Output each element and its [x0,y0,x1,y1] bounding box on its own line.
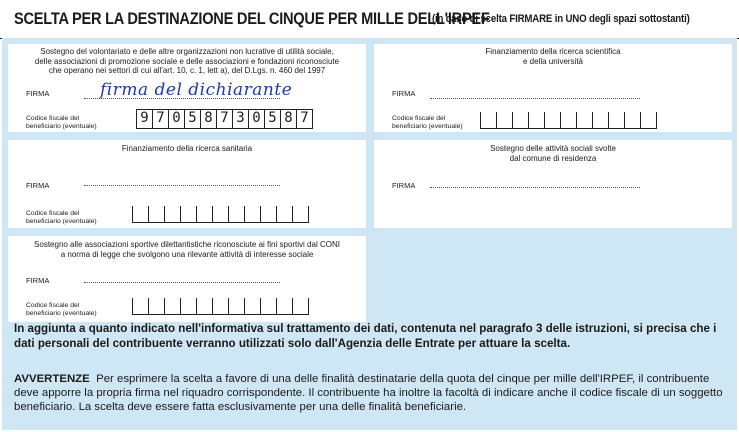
signature: firma del dichiarante [100,80,293,100]
cf-digit[interactable]: 7 [217,109,233,128]
cf-digit[interactable] [561,112,577,128]
codice-fiscale-field[interactable] [132,206,309,223]
cf-digit[interactable] [229,206,245,222]
cf-digit[interactable] [609,112,625,128]
box-heading: Finanziamento della ricerca scientifica e della università [485,47,621,66]
cf-digit[interactable] [277,298,293,314]
cf-digit[interactable] [577,112,593,128]
firma-signature-line[interactable] [84,282,280,283]
warning-body: Per esprimere la scelta a favore di una delle finalità destinatarie della quota del cinque per mille dell'IRPEF, il contribuente deve apporre la propria firma nel riquadro corrispondente. Il contribuente ha inoltre la facoltà di indicare anche il codice fiscale di un soggetto beneficiario. La scelta deve essere fatta esclusivamente per una delle finalità beneficiarie. [14,373,723,413]
cf-label: Codice fiscale del beneficiario (eventuale) [392,115,463,130]
cf-digit[interactable]: 7 [153,109,169,128]
cf-digit[interactable]: 0 [169,109,185,128]
cf-digit[interactable] [133,298,149,314]
firma-label: FIRMA [26,181,50,190]
firma-signature-line[interactable] [84,98,280,99]
cf-label: Codice fiscale del beneficiario (eventuale) [26,302,97,317]
form-title: SCELTA PER LA DESTINAZIONE DEL CINQUE PER MILLE DELL'IRPEF [14,9,490,28]
box-ricerca-sanitaria [8,140,366,228]
firma-label: FIRMA [392,89,416,98]
box-heading: Sostegno del volontariato e delle altre organizzazioni non lucrative di utilità sociale, delle associazioni di promozione sociale e delle associazioni e fondazioni riconosciute che operano nei settori di cui all'art. 10, c. 1, lett a), del D.Lgs. n. 460 del 1997 [34,47,340,75]
warning-label: AVVERTENZE [14,373,90,385]
cf-digit[interactable] [229,298,245,314]
codice-fiscale-field[interactable] [132,298,309,315]
cf-digit[interactable]: 8 [201,109,217,128]
cf-digit[interactable] [529,112,545,128]
box-heading: Finanziamento della ricerca sanitaria [121,144,253,153]
firma-signature-line[interactable] [84,185,280,186]
cf-digit[interactable]: 5 [185,109,201,128]
cf-digit[interactable] [625,112,641,128]
cf-digit[interactable] [149,206,165,222]
cf-digit[interactable]: 9 [137,109,153,128]
warning-notice [14,372,729,414]
firma-label: FIRMA [26,89,50,98]
cf-digit[interactable] [277,206,293,222]
cf-digit[interactable] [641,112,657,128]
cf-digit[interactable] [245,298,261,314]
box-associazioni-sportive [8,236,366,322]
cf-digit[interactable] [545,112,561,128]
firma-label: FIRMA [392,181,416,190]
cf-label: Codice fiscale del beneficiario (eventuale) [26,210,97,225]
box-comune-residenza [374,140,732,228]
codice-fiscale-field[interactable] [480,112,657,129]
cf-digit[interactable] [133,206,149,222]
cf-digit[interactable] [481,112,497,128]
cf-digit[interactable] [165,298,181,314]
cf-digit[interactable] [261,206,277,222]
cf-digit[interactable] [149,298,165,314]
firma-label: FIRMA [26,276,50,285]
cf-digit[interactable] [165,206,181,222]
cf-digit[interactable]: 5 [265,109,281,128]
cf-digit[interactable] [293,298,309,314]
cf-digit[interactable] [213,298,229,314]
privacy-notice: In aggiunta a quanto indicato nell'informativa sul trattamento dei dati, contenuta nel paragrafo 3 delle istruzioni, si precisa che i dati personali del contribuente verranno utilizzati solo dall'Agenzia delle Entrate per attuare la scelta. [14,322,717,350]
box-ricerca-scientifica [374,44,732,132]
box-heading: Sostegno alle associazioni sportive dilettantistiche riconosciute ai fini sportivi dal CONI a norma di legge che svolgono una rilevante attività di interesse sociale [34,240,340,259]
cf-digit[interactable]: 0 [249,109,265,128]
form-instruction: (in caso di scelta FIRMARE in UNO degli spazi sottostanti) [432,13,690,25]
cf-digit[interactable] [245,206,261,222]
cf-digit[interactable]: 8 [281,109,297,128]
cf-digit[interactable] [197,298,213,314]
box-volontariato [8,44,366,132]
cf-digit[interactable] [593,112,609,128]
cf-digit[interactable] [513,112,529,128]
cf-digit[interactable] [213,206,229,222]
cf-label: Codice fiscale del beneficiario (eventuale) [26,115,97,130]
box-heading: Sostegno delle attività sociali svolte dal comune di residenza [490,144,616,163]
cf-digit[interactable] [261,298,277,314]
firma-signature-line[interactable] [430,187,640,188]
cf-digit[interactable] [197,206,213,222]
title-bar [0,0,739,39]
cf-digit[interactable]: 7 [297,109,313,128]
cf-digit[interactable] [181,298,197,314]
codice-fiscale-field[interactable] [136,109,313,129]
cf-digit[interactable] [293,206,309,222]
cf-digit[interactable]: 3 [233,109,249,128]
firma-signature-line[interactable] [430,98,640,99]
cf-digit[interactable] [497,112,513,128]
cf-digit[interactable] [181,206,197,222]
